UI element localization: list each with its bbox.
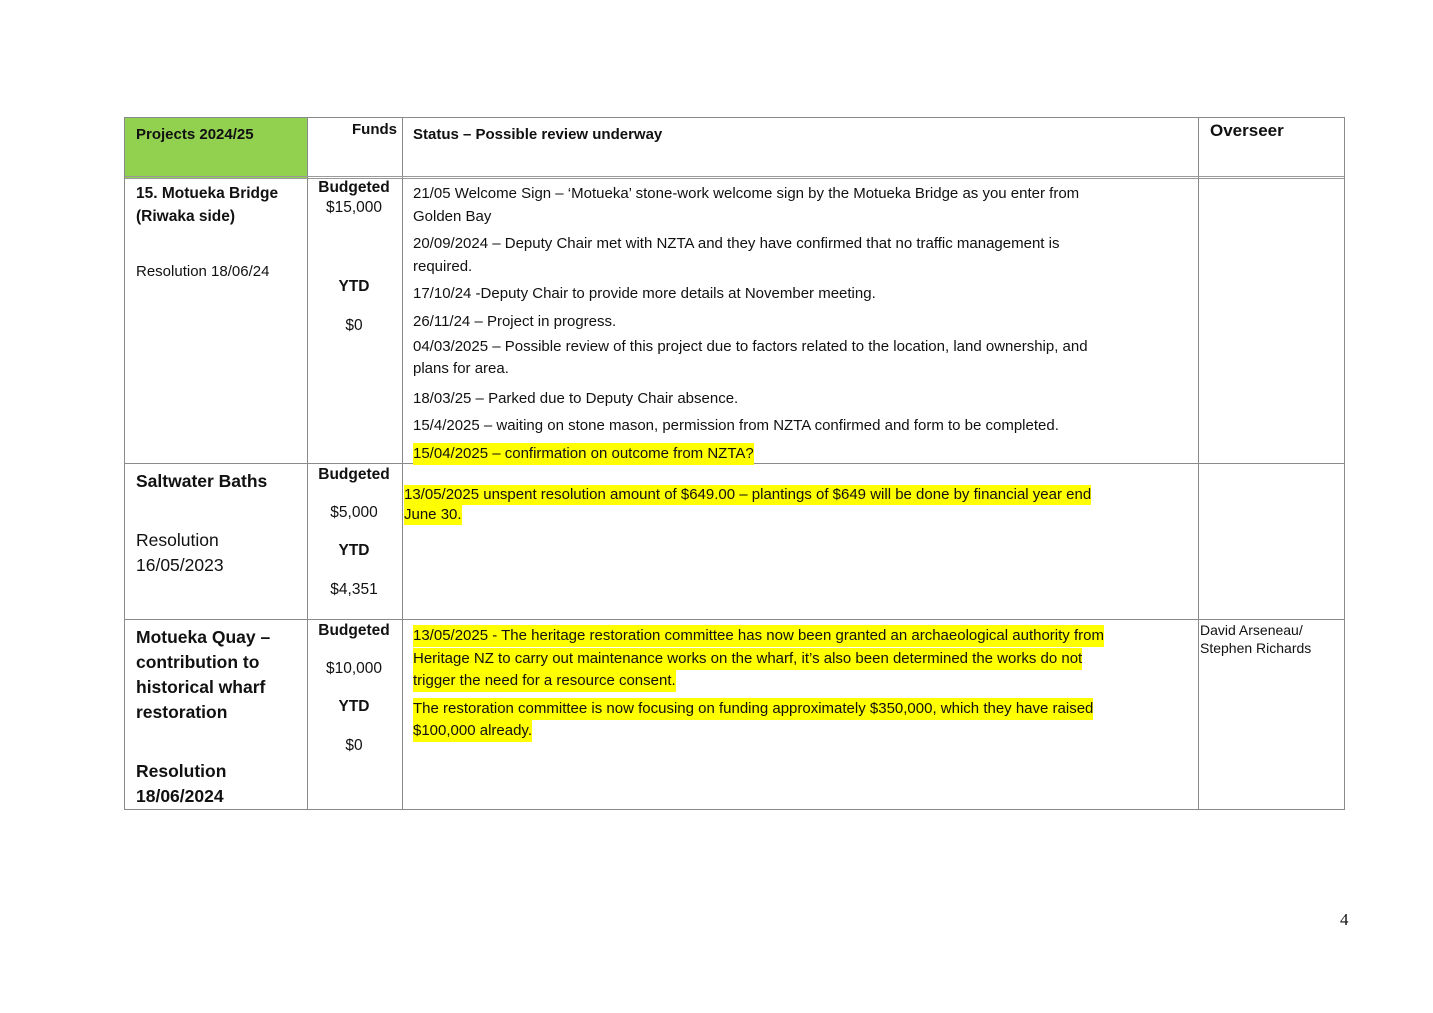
status-entry: 26/11/24 – Project in progress.	[413, 313, 617, 330]
status-entry-highlighted: June 30.	[404, 506, 462, 523]
budgeted-amount: $5,000	[330, 504, 378, 521]
overseer-name: Stephen Richards	[1200, 640, 1312, 656]
project-name-line: historical wharf	[136, 677, 266, 697]
project-name-line: Saltwater Baths	[136, 471, 268, 491]
header-status: Status – Possible review underway	[413, 126, 663, 143]
project-name-line: Motueka Quay –	[136, 627, 271, 647]
projects-table	[124, 117, 1345, 810]
status-entry: 04/03/2025 – Possible review of this project due to factors related to the location, land ownership, and	[413, 338, 1088, 355]
project-resolution: Resolution 18/06/24	[136, 263, 270, 280]
project-resolution-line: Resolution	[136, 530, 219, 550]
status-entry: 21/05 Welcome Sign – ‘Motueka’ stone-work welcome sign by the Motueka Bridge as you enter from	[413, 185, 1080, 202]
status-entry: Golden Bay	[413, 208, 492, 225]
budgeted-label: Budgeted	[318, 179, 390, 196]
project-resolution-line: 18/06/2024	[136, 786, 224, 806]
status-entry: required.	[413, 258, 473, 275]
status-entry-highlighted: 13/05/2025 unspent resolution amount of $649.00 – plantings of $649 will be done by financial year end	[404, 486, 1092, 503]
status-entry: 17/10/24 -Deputy Chair to provide more details at November meeting.	[413, 285, 876, 302]
project-name-line: contribution to	[136, 652, 260, 672]
status-entry: plans for area.	[413, 360, 509, 377]
ytd-amount: $0	[345, 737, 363, 754]
status-entry-highlighted: 13/05/2025 - The heritage restoration committee has now been granted an archaeological authority from	[413, 625, 1104, 647]
project-resolution-line: Resolution	[136, 761, 227, 781]
status-entry: 15/4/2025 – waiting on stone mason, permission from NZTA confirmed and form to be completed.	[413, 417, 1059, 434]
ytd-label: YTD	[338, 698, 370, 715]
ytd-label: YTD	[338, 278, 370, 295]
page-number: 4	[1340, 910, 1349, 929]
ytd-amount: $4,351	[330, 581, 378, 598]
status-entry-highlighted: The restoration committee is now focusing on funding approximately $350,000, which they have raised	[413, 698, 1093, 720]
status-entry-highlighted: 15/04/2025 – confirmation on outcome from NZTA?	[413, 443, 754, 465]
status-entry-highlighted: Heritage NZ to carry out maintenance works on the wharf, it’s also been determined the works do not	[413, 648, 1082, 670]
budgeted-label: Budgeted	[318, 622, 390, 639]
header-overseer: Overseer	[1210, 121, 1284, 140]
budgeted-amount: $15,000	[325, 199, 383, 216]
status-entry: 20/09/2024 – Deputy Chair met with NZTA and they have confirmed that no traffic management is	[413, 235, 1060, 252]
ytd-amount: $0	[345, 317, 363, 334]
project-name-line: restoration	[136, 702, 228, 722]
project-name-line: (Riwaka side)	[136, 208, 236, 225]
status-entry-highlighted: $100,000 already.	[413, 720, 532, 742]
status-entry-highlighted: trigger the need for a resource consent.	[413, 670, 676, 692]
project-name-line: 15. Motueka Bridge	[136, 185, 279, 202]
status-entry: 18/03/25 – Parked due to Deputy Chair absence.	[413, 390, 739, 407]
overseer-name: David Arseneau/	[1200, 622, 1303, 638]
project-resolution-line: 16/05/2023	[136, 555, 224, 575]
header-funds: Funds	[352, 121, 397, 138]
header-projects: Projects 2024/25	[136, 126, 254, 143]
budgeted-label: Budgeted	[318, 466, 390, 483]
ytd-label: YTD	[338, 542, 370, 559]
budgeted-amount: $10,000	[325, 660, 383, 677]
